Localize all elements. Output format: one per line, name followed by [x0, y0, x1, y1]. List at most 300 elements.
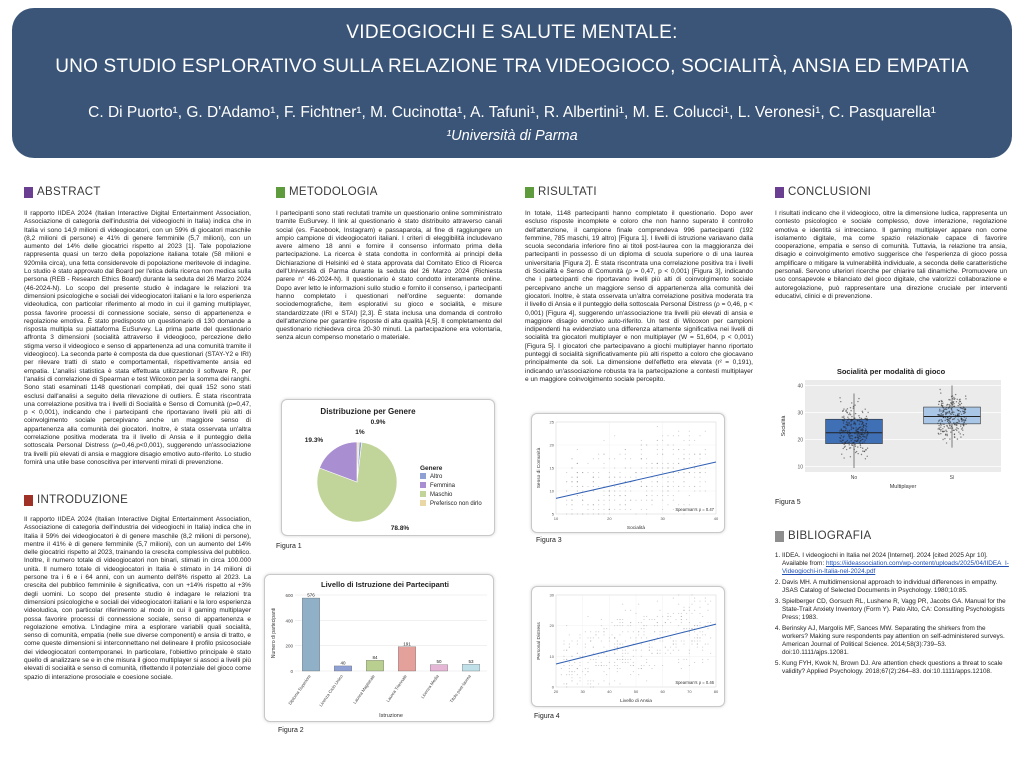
jitter-point: [948, 418, 949, 419]
jitter-point: [866, 426, 867, 427]
scatter-point: [643, 616, 644, 617]
scatter-point: [598, 472, 599, 473]
figure-1-chart: [282, 400, 495, 536]
scatter-point: [566, 625, 567, 626]
scatter-point: [641, 668, 642, 669]
scatter-point: [638, 622, 639, 623]
jitter-point: [866, 438, 867, 439]
jitter-point: [842, 420, 843, 421]
scatter-point: [689, 634, 690, 635]
scatter-point: [603, 680, 604, 681]
jitter-point: [953, 414, 954, 415]
pie-label: 0.9%: [370, 419, 386, 426]
scatter-point: [689, 607, 690, 608]
scatter-point: [587, 513, 588, 514]
bibliography-text: Spielberger CD, Gorsuch RL, Lushene R, Vagg PR, Jacobs GA. Manual for the State-Trait Anxiety Inventory (Form Y). Palo Alto, CA: Consulting Psychologists Press; 1983.: [782, 598, 1006, 621]
scatter-point: [593, 653, 594, 654]
jitter-point: [860, 445, 861, 446]
scatter-point: [571, 665, 572, 666]
scatter-point: [617, 650, 618, 651]
scatter-point: [633, 662, 634, 663]
scatter-point: [662, 625, 663, 626]
scatter-point: [603, 628, 604, 629]
scatter-point: [657, 454, 658, 455]
scatter-point: [566, 472, 567, 473]
scatter-point: [678, 594, 679, 595]
jitter-point: [960, 433, 961, 434]
scatter-point: [571, 477, 572, 478]
jitter-point: [843, 431, 844, 432]
scatter-point: [566, 686, 567, 687]
scatter-point: [630, 500, 631, 501]
figure-4-caption: Figura 4: [534, 713, 560, 720]
scatter-point: [665, 622, 666, 623]
scatter-point: [603, 513, 604, 514]
jitter-point: [858, 420, 859, 421]
scatter-point: [561, 674, 562, 675]
scatter-point: [641, 637, 642, 638]
scatter-point: [646, 625, 647, 626]
scatter-point: [641, 449, 642, 450]
scatter-point: [641, 467, 642, 468]
scatter-point: [601, 619, 602, 620]
section-marker-icon: [775, 531, 784, 542]
scatter-point: [678, 613, 679, 614]
scatter-point: [643, 628, 644, 629]
metodologia-heading: [276, 186, 378, 198]
scatter-point: [571, 500, 572, 501]
y-axis-label: Numero di partecipanti: [271, 607, 277, 659]
scatter-point: [646, 495, 647, 496]
conclusioni-text: I risultati indicano che il videogioco, oltre la dimensione ludica, rappresenta un contesto psicologico e sociale complesso, dove interazione, regolazione emotiva e identità si intrecciano. Il gaming multiplayer appare non come isolamento digitale, ma come spazio relazionale capace di favorire cooperazione, empatia e senso di comunità. Tuttavia, la relazione tra ansia, disagio e coinvolgimento emotivo suggerisce che l'esperienza di gioco possa amplificare o mitigare la vulnerabilità individuale, a seconda delle caratteristiche personali. Servono ulteriori ricerche per chiarire tali dinamiche. Promuovere un uso consapevole e bilanciato del gioco digitale, che valorizzi collaborazione e autoregolazione, può rappresentare una direzione cruciale per interventi educativi, clinici e di prevenzione.: [775, 210, 1007, 300]
jitter-point: [939, 389, 940, 390]
conclusioni-heading: [775, 186, 871, 198]
jitter-point: [952, 418, 953, 419]
scatter-point: [667, 490, 668, 491]
scatter-point: [609, 472, 610, 473]
jitter-point: [867, 456, 868, 457]
jitter-point: [963, 407, 964, 408]
scatter-point: [593, 680, 594, 681]
scatter-point: [678, 486, 679, 487]
jitter-point: [849, 412, 850, 413]
scatter-point: [646, 472, 647, 473]
jitter-point: [862, 422, 863, 423]
scatter-point: [665, 647, 666, 648]
scatter-point: [681, 622, 682, 623]
jitter-point: [962, 411, 963, 412]
scatter-point: [659, 631, 660, 632]
jitter-point: [850, 407, 851, 408]
jitter-point: [843, 444, 844, 445]
jitter-point: [941, 405, 942, 406]
jitter-point: [940, 415, 941, 416]
jitter-point: [948, 427, 949, 428]
jitter-point: [851, 419, 852, 420]
scatter-point: [694, 601, 695, 602]
scatter-point: [593, 637, 594, 638]
scatter-point: [587, 486, 588, 487]
jitter-point: [849, 442, 850, 443]
scatter-point: [582, 472, 583, 473]
correlation-annotation: Spearman's ρ = 0.47: [675, 507, 714, 512]
scatter-point: [683, 477, 684, 478]
scatter-point: [595, 662, 596, 663]
scatter-point: [678, 625, 679, 626]
scatter-point: [635, 500, 636, 501]
scatter-point: [603, 665, 604, 666]
scatter-point: [651, 504, 652, 505]
jitter-point: [947, 426, 948, 427]
jitter-point: [847, 433, 848, 434]
jitter-point: [854, 440, 855, 441]
scatter-point: [689, 628, 690, 629]
x-tick-label: 50: [633, 689, 639, 694]
scatter-point: [590, 686, 591, 687]
scatter-point: [643, 665, 644, 666]
y-axis-label: Senso di Comunità: [537, 447, 542, 489]
jitter-point: [946, 442, 947, 443]
jitter-point: [866, 436, 867, 437]
scatter-point: [622, 631, 623, 632]
jitter-point: [949, 425, 950, 426]
jitter-point: [945, 434, 946, 435]
jitter-point: [947, 417, 948, 418]
scatter-point: [630, 625, 631, 626]
scatter-point: [625, 504, 626, 505]
scatter-point: [705, 472, 706, 473]
scatter-point: [619, 622, 620, 623]
scatter-point: [662, 616, 663, 617]
jitter-point: [958, 405, 959, 406]
scatter-point: [582, 513, 583, 514]
x-tick-label: 80: [713, 689, 719, 694]
x-tick-label: Sì: [949, 475, 955, 481]
scatter-point: [678, 650, 679, 651]
scatter-point: [617, 647, 618, 648]
jitter-point: [952, 412, 953, 413]
scatter-point: [673, 640, 674, 641]
scatter-point: [625, 495, 626, 496]
scatter-point: [686, 619, 687, 620]
scatter-point: [633, 665, 634, 666]
scatter-point: [579, 637, 580, 638]
scatter-point: [569, 647, 570, 648]
scatter-point: [582, 500, 583, 501]
jitter-point: [858, 434, 859, 435]
jitter-point: [942, 428, 943, 429]
box-chart-title: Socialità per modalità di gioco: [836, 367, 946, 376]
jitter-point: [845, 430, 846, 431]
scatter-point: [689, 653, 690, 654]
jitter-point: [866, 416, 867, 417]
section-marker-icon: [24, 187, 33, 198]
jitter-point: [843, 408, 844, 409]
jitter-point: [858, 398, 859, 399]
scatter-point: [593, 686, 594, 687]
x-axis-label: Multiplayer: [889, 484, 917, 490]
scatter-point: [697, 634, 698, 635]
scatter-point: [622, 662, 623, 663]
scatter-point: [614, 653, 615, 654]
scatter-point: [678, 435, 679, 436]
scatter-point: [603, 509, 604, 510]
risultati-text: In totale, 1148 partecipanti hanno completato il questionario. Dopo aver escluso risposte incomplete e coloro che non hanno superato il controllo dell'attenzione, il campione finale comprendeva 996 partecipanti (192 femmine, 785 maschi, 19 altro) [Figura 1]. I livelli di istruzione variavano dalla scuola secondaria inferiore fino ai titoli post-laurea con la maggioranza dei partecipanti in possesso di un diploma di scuola superiore o di una laurea universitaria [Figura 2]. È stata riscontrata una correlazione positiva tra i livelli di Socialità e Senso di Comunità (ρ = 0,47, p < 0,001) [Figura 3], indicando che i partecipanti che riportavano livelli più alti di coinvolgimento sociale percepivano anche un maggiore senso di appartenenza alla comunità dei giocatori. Inoltre, è stata osservata un'altra correlazione positiva moderata tra il livello di Ansia e il punteggio della sottoscala Personal Distress (ρ = 0,46, p < 0,001) [Figura 4], suggerendo un'associazione tra livelli più elevati di ansia e maggiore disagio emotivo auto-riferito. Un test di Wilcoxon per campioni indipendenti ha evidenziato una differenza altamente significativa nei livelli di socialità tra giocatori multiplayer e non multiplayer (W = 51,604, p < 0,001) [Figura 5]. I giocatori che partecipavano a giochi multiplayer hanno riportato punteggi di socialità significativamente più alti rispetto a coloro che giocavano principalmente da soli. La dimensione dell'effetto era elevata (r² = 0,191), indicando un'associazione robusta tra la partecipazione a contesti multiplayer e un maggiore coinvolgimento sociale percepito.: [525, 210, 753, 383]
scatter-point: [707, 644, 708, 645]
figure-2-caption: Figura 2: [278, 727, 304, 734]
jitter-point: [845, 443, 846, 444]
jitter-point: [961, 421, 962, 422]
scatter-point: [699, 458, 700, 459]
jitter-point: [947, 435, 948, 436]
jitter-point: [938, 433, 939, 434]
jitter-point: [841, 435, 842, 436]
jitter-point: [840, 440, 841, 441]
scatter-point: [625, 477, 626, 478]
jitter-point: [857, 429, 858, 430]
scatter-point: [577, 463, 578, 464]
scatter-point: [659, 610, 660, 611]
jitter-point: [843, 436, 844, 437]
x-axis-label: Livello di Ansia: [620, 699, 652, 704]
jitter-point: [944, 431, 945, 432]
scatter-point: [569, 668, 570, 669]
scatter-point: [649, 644, 650, 645]
jitter-point: [962, 424, 963, 425]
scatter-point: [667, 631, 668, 632]
scatter-point: [667, 467, 668, 468]
scatter-point: [654, 640, 655, 641]
scatter-point: [595, 634, 596, 635]
scatter-point: [569, 674, 570, 675]
scatter-point: [593, 647, 594, 648]
scatter-point: [643, 619, 644, 620]
jitter-point: [941, 421, 942, 422]
jitter-point: [843, 448, 844, 449]
scatter-point: [678, 472, 679, 473]
bar-value-label: 84: [372, 654, 378, 660]
scatter-point: [675, 647, 676, 648]
scatter-point: [593, 458, 594, 459]
jitter-point: [839, 397, 840, 398]
scatter-point: [577, 495, 578, 496]
jitter-point: [955, 424, 956, 425]
scatter-point: [646, 662, 647, 663]
jitter-point: [964, 416, 965, 417]
jitter-point: [960, 436, 961, 437]
jitter-point: [962, 408, 963, 409]
jitter-point: [860, 447, 861, 448]
scatter-point: [694, 610, 695, 611]
scatter-point: [630, 610, 631, 611]
scatter-point: [641, 650, 642, 651]
scatter-point: [619, 625, 620, 626]
legend-swatch: [420, 473, 426, 479]
scatter-point: [694, 454, 695, 455]
jitter-point: [850, 456, 851, 457]
jitter-point: [843, 422, 844, 423]
scatter-point: [598, 454, 599, 455]
bibliography-text: Kung FYH, Kwok N, Brown DJ. Are attention check questions a threat to scale validity? Applied Psychology. 2018;67(2):264–83. doi:10.1111/apps.12108.: [782, 660, 1003, 675]
jitter-point: [945, 417, 946, 418]
scatter-point: [622, 604, 623, 605]
scatter-point: [617, 671, 618, 672]
scatter-point: [638, 634, 639, 635]
scatter-point: [563, 683, 564, 684]
jitter-point: [941, 413, 942, 414]
scatter-point: [675, 640, 676, 641]
jitter-point: [957, 413, 958, 414]
scatter-point: [630, 637, 631, 638]
scatter-point: [667, 495, 668, 496]
scatter-point: [601, 665, 602, 666]
scatter-point: [614, 481, 615, 482]
scatter-point: [641, 458, 642, 459]
figure-5-chart: [775, 364, 1007, 492]
jitter-point: [844, 426, 845, 427]
scatter-point: [702, 647, 703, 648]
scatter-point: [638, 674, 639, 675]
scatter-point: [699, 607, 700, 608]
scatter-point: [702, 659, 703, 660]
scatter-point: [699, 486, 700, 487]
bibliography-item: [782, 660, 1010, 676]
scatter-point: [593, 477, 594, 478]
scatter-point: [665, 653, 666, 654]
scatter-point: [678, 659, 679, 660]
scatter-point: [683, 628, 684, 629]
figure-2-chart: [265, 575, 494, 722]
scatter-point: [577, 644, 578, 645]
scatter-point: [667, 481, 668, 482]
scatter-point: [678, 490, 679, 491]
scatter-point: [622, 653, 623, 654]
scatter-point: [611, 622, 612, 623]
jitter-point: [963, 420, 964, 421]
jitter-point: [864, 439, 865, 440]
figure-4-chart: [532, 587, 725, 707]
jitter-point: [841, 432, 842, 433]
scatter-point: [683, 481, 684, 482]
scatter-point: [619, 634, 620, 635]
scatter-point: [651, 495, 652, 496]
scatter-point: [683, 472, 684, 473]
jitter-point: [857, 401, 858, 402]
jitter-point: [860, 420, 861, 421]
scatter-point: [579, 665, 580, 666]
jitter-point: [843, 420, 844, 421]
scatter-point: [638, 604, 639, 605]
scatter-point: [689, 631, 690, 632]
pie-label: 1%: [355, 429, 365, 436]
jitter-point: [854, 433, 855, 434]
jitter-point: [860, 433, 861, 434]
jitter-point: [964, 421, 965, 422]
scatter-point: [710, 601, 711, 602]
scatter-point: [699, 454, 700, 455]
jitter-point: [940, 424, 941, 425]
jitter-point: [943, 409, 944, 410]
bibliografia-heading: [775, 530, 871, 542]
scatter-point: [569, 634, 570, 635]
scatter-point: [641, 665, 642, 666]
scatter-point: [571, 677, 572, 678]
bar-value-label: 191: [403, 641, 411, 647]
scatter-point: [667, 650, 668, 651]
scatter-point: [598, 509, 599, 510]
jitter-point: [855, 424, 856, 425]
jitter-point: [965, 398, 966, 399]
scatter-point: [595, 659, 596, 660]
scatter-point: [590, 683, 591, 684]
scatter-point: [603, 647, 604, 648]
scatter-point: [603, 504, 604, 505]
scatter-point: [691, 594, 692, 595]
scatter-point: [678, 662, 679, 663]
jitter-point: [953, 430, 954, 431]
jitter-point: [847, 408, 848, 409]
jitter-point: [854, 423, 855, 424]
jitter-point: [946, 434, 947, 435]
jitter-point: [947, 421, 948, 422]
scatter-point: [667, 486, 668, 487]
jitter-point: [849, 447, 850, 448]
scatter-point: [657, 650, 658, 651]
jitter-point: [841, 453, 842, 454]
jitter-point: [850, 410, 851, 411]
bibliography-link[interactable]: https://iideassociation.com/wp-content/uploads/2025/04/IIDEA_I-Videogiochi-in-Italia-nel-2024.pdf: [782, 560, 1009, 575]
scatter-point: [601, 662, 602, 663]
jitter-point: [958, 403, 959, 404]
poster-header: [12, 8, 1012, 158]
scatter-point: [707, 628, 708, 629]
scatter-point: [571, 640, 572, 641]
scatter-point: [614, 665, 615, 666]
jitter-point: [839, 430, 840, 431]
jitter-point: [940, 433, 941, 434]
y-tick-label: 20: [797, 437, 803, 444]
scatter-point: [603, 454, 604, 455]
scatter-point: [646, 467, 647, 468]
scatter-point: [689, 650, 690, 651]
scatter-point: [585, 631, 586, 632]
scatter-point: [619, 490, 620, 491]
jitter-point: [841, 428, 842, 429]
poster-authors: C. Di Puorto¹, G. D'Adamo¹, F. Fichtner¹, M. Cucinotta¹, A. Tafuni¹, R. Albertini¹, M. E. Colucci¹, L. Veronesi¹, C. Pasquarella¹: [88, 104, 936, 121]
introduzione-text: Il rapporto IIDEA 2024 (Italian Interactive Digital Entertainment Association, Associazione di categoria dell'industria dei videogiochi in Italia) indica che in Italia il 59% dei videogiocatori è di genere maschile (8,2 milioni di persone), mentre il 41% è di genere femminile (5,7 milioni), con un aumento del 14% delle giocatrici rispetto al 2023, trainando la crescita complessiva del pubblico. Inoltre, il numero totale di videogiocatori non binari, stimati in circa 100.000 unità. Il numero totale di videogiocatori in Italia è stimato in 14 milioni di persone tra i 6 e i 64 anni, con un aumento dell'8% rispetto al 2023. La crescita del pubblico femminile è significativa, con un +14% rispetto al +3% degli uomini. Lo scopo del presente studio è indagare le relazioni tra dimensioni psicologiche e sociali dei videogiocatori italiani e la loro esperienza videoludica, con particolar riferimento al modo in cui il gaming multiplayer possa favorire processi di connessione sociale, senso di appartenenza e regolazione emotiva. L'indagine mira a esplorare variabili quali socialità, senso di comunità, empatia (nelle sue diverse componenti) e ansia di tratto, e come queste dimensioni si interconnettano nel delineare il profilo psicosociale dei videogiocatori contemporanei. In particolare, l'obiettivo principale è stato quello di analizzare se e in che misura il gioco multiplayer si associ a livelli più elevati di socialità e senso di comunità, riflettendo il potenziale del gioco come spazio di interazione prosociale e coesione sociale.: [24, 516, 251, 681]
bibliography-item: [782, 598, 1010, 622]
figure-3-box: [531, 413, 725, 533]
scatter-point: [673, 500, 674, 501]
scatter-point: [630, 458, 631, 459]
scatter-point: [683, 640, 684, 641]
jitter-point: [940, 429, 941, 430]
jitter-point: [965, 409, 966, 410]
jitter-point: [946, 407, 947, 408]
jitter-point: [961, 403, 962, 404]
y-tick-label: 20: [549, 442, 554, 448]
scatter-point: [670, 622, 671, 623]
scatter-point: [667, 619, 668, 620]
jitter-point: [852, 442, 853, 443]
metodologia-text: I partecipanti sono stati reclutati tramite un questionario online somministrato tramite EuSurvey. Il link al questionario è stato distribuito attraverso canali social (es. Facebook, Instagram) e passaparola, al fine di raggiungere un ampio campione di videogiocatori italiani. I criteri di eleggibilità includevano avere almeno 18 anni e fornire il consenso informato prima della partecipazione. La ricerca è stata condotta in conformità ai principi della Dichiarazione di Helsinki ed è stata approvata dal Comitato Etico di Ricerca dell'Università di Parma durante la seduta del 26 Marzo 2024 (Richiesta parere n° 46-2024-N). Il questionario è stato condotto interamente online. Dopo aver letto le informazioni sullo studio e fornito il consenso, i partecipanti hanno completato i questionari nell'ordine seguente: domande sociodemografiche, item esplorativi su gioco e socialità, e misure standardizzate (IRI e STAI) [2,3]. È stata inclusa una domanda di controllo dell'attenzione per garantire risposte di alta qualità [4,5]. Il completamento del questionario richiedeva circa 20-30 minuti. La partecipazione era volontaria, senza alcun compenso monetario o materiale.: [276, 210, 502, 342]
jitter-point: [949, 412, 950, 413]
scatter-point: [563, 665, 564, 666]
jitter-point: [859, 442, 860, 443]
jitter-point: [841, 441, 842, 442]
scatter-point: [689, 444, 690, 445]
jitter-point: [939, 429, 940, 430]
